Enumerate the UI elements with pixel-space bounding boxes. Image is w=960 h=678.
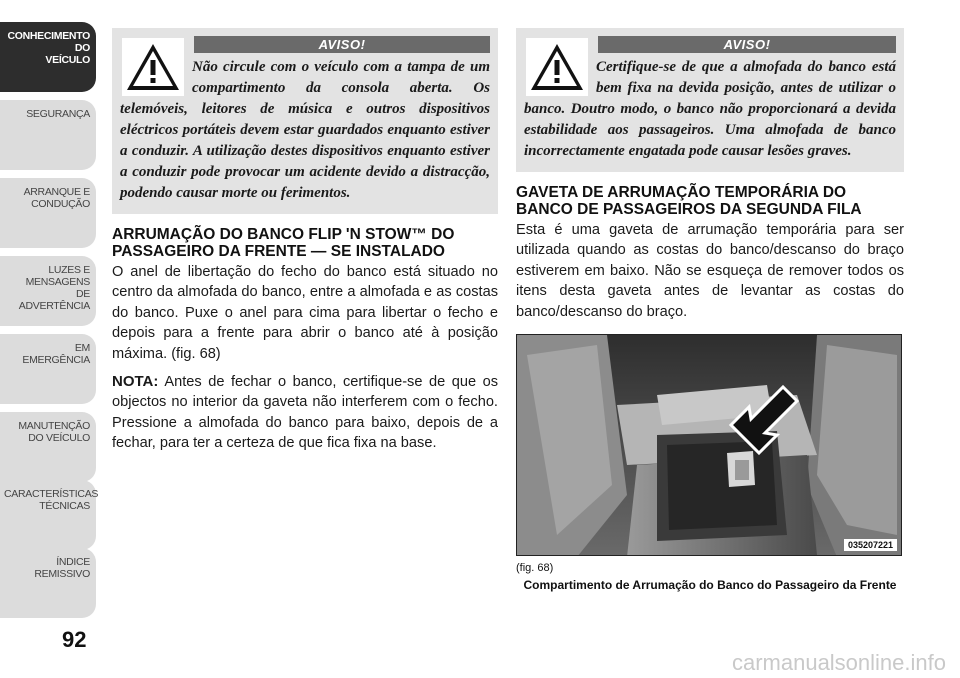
tab-manutencao-do-veiculo[interactable]: MANUTENÇÃO DO VEÍCULO bbox=[0, 412, 96, 482]
warning-triangle-icon bbox=[526, 38, 588, 96]
tab-indice-remissivo[interactable]: ÍNDICE REMISSIVO bbox=[0, 548, 96, 618]
note-text: Antes de fechar o banco, certifique-se de que os objectos no interior da gaveta não interferem com o fecho. Pressione a almofada do banco para baixo, depois de a fechar, para ter a certeza de que fica fixa na base. bbox=[112, 374, 498, 452]
figure-photo bbox=[516, 334, 902, 556]
note-paragraph bbox=[112, 372, 498, 454]
section-paragraph: Esta é uma gaveta de arrumação temporária para ser utilizada quando as costas do banco/descanso do braço estiverem em baixo. Não se esqueça de remover todos os itens desta gaveta antes de levantar as costas do banco/descanso do braço. bbox=[516, 222, 904, 320]
figure-label: (fig. 68) bbox=[516, 562, 554, 575]
tab-luzes-e-mensagens[interactable]: LUZES E MENSAGENS DE ADVERTÊNCIA bbox=[0, 256, 96, 326]
warning-text: Não circule com o veículo com a tampa de um compartimento da consola aberta. Os telemóveis, leitores de música e outros dispositivos eléctricos portáteis devem estar guardados enquanto estiver a conduzir. A utilização destes dispositivos enquanto estiver a conduzir pode provocar um acidente devido a distracção, podendo causar morte ou ferimentos. bbox=[120, 59, 490, 201]
page-number: 92 bbox=[62, 627, 87, 652]
tab-caracteristicas-tecnicas[interactable]: CARACTERÍSTICAS TÉCNICAS bbox=[0, 480, 96, 550]
right-column bbox=[516, 28, 904, 592]
warning-box bbox=[516, 28, 904, 172]
section-heading: ARRUMAÇÃO DO BANCO FLIP 'N STOW™ DO PASSAGEIRO DA FRENTE — SE INSTALADO bbox=[112, 226, 455, 260]
tab-conhecimento-do-veiculo[interactable]: CONHECIMENTO DO VEÍCULO bbox=[0, 22, 96, 92]
figure-code: 035207221 bbox=[844, 539, 897, 551]
tab-em-emergencia[interactable]: EM EMERGÊNCIA bbox=[0, 334, 96, 404]
warning-title: AVISO! bbox=[194, 36, 490, 53]
seat-storage-photo bbox=[517, 335, 902, 556]
tab-seguranca[interactable]: SEGURANÇA bbox=[0, 100, 96, 170]
watermark: carmanualsonline.info bbox=[731, 650, 946, 675]
tab-arranque-e-conducao[interactable]: ARRANQUE E CONDUÇÃO bbox=[0, 178, 96, 248]
warning-title: AVISO! bbox=[598, 36, 896, 53]
figure-caption: Compartimento de Arrumação do Banco do Passageiro da Frente bbox=[523, 578, 897, 593]
warning-text: Certifique-se de que a almofada do banco está bem fixa na devida posição, antes de utilizar o banco. Doutro modo, o banco não proporcionará a devida estabilidade aos passageiros. Uma almofada de banco incorrectamente engatada pode causar lesões graves. bbox=[524, 59, 896, 159]
left-column bbox=[112, 28, 498, 454]
warning-box bbox=[112, 28, 498, 214]
section-heading: GAVETA DE ARRUMAÇÃO TEMPORÁRIA DO BANCO DE PASSAGEIROS DA SEGUNDA FILA bbox=[516, 184, 862, 218]
section-paragraph: O anel de libertação do fecho do banco está situado no centro da almofada do banco, entre a almofada e as costas do banco. Puxe o anel para cima para libertar o fecho e depois para a frente para abrir o banco até à posição máxima. (fig. 68) bbox=[112, 264, 498, 362]
note-label: NOTA: bbox=[112, 373, 159, 391]
warning-triangle-icon bbox=[122, 38, 184, 96]
